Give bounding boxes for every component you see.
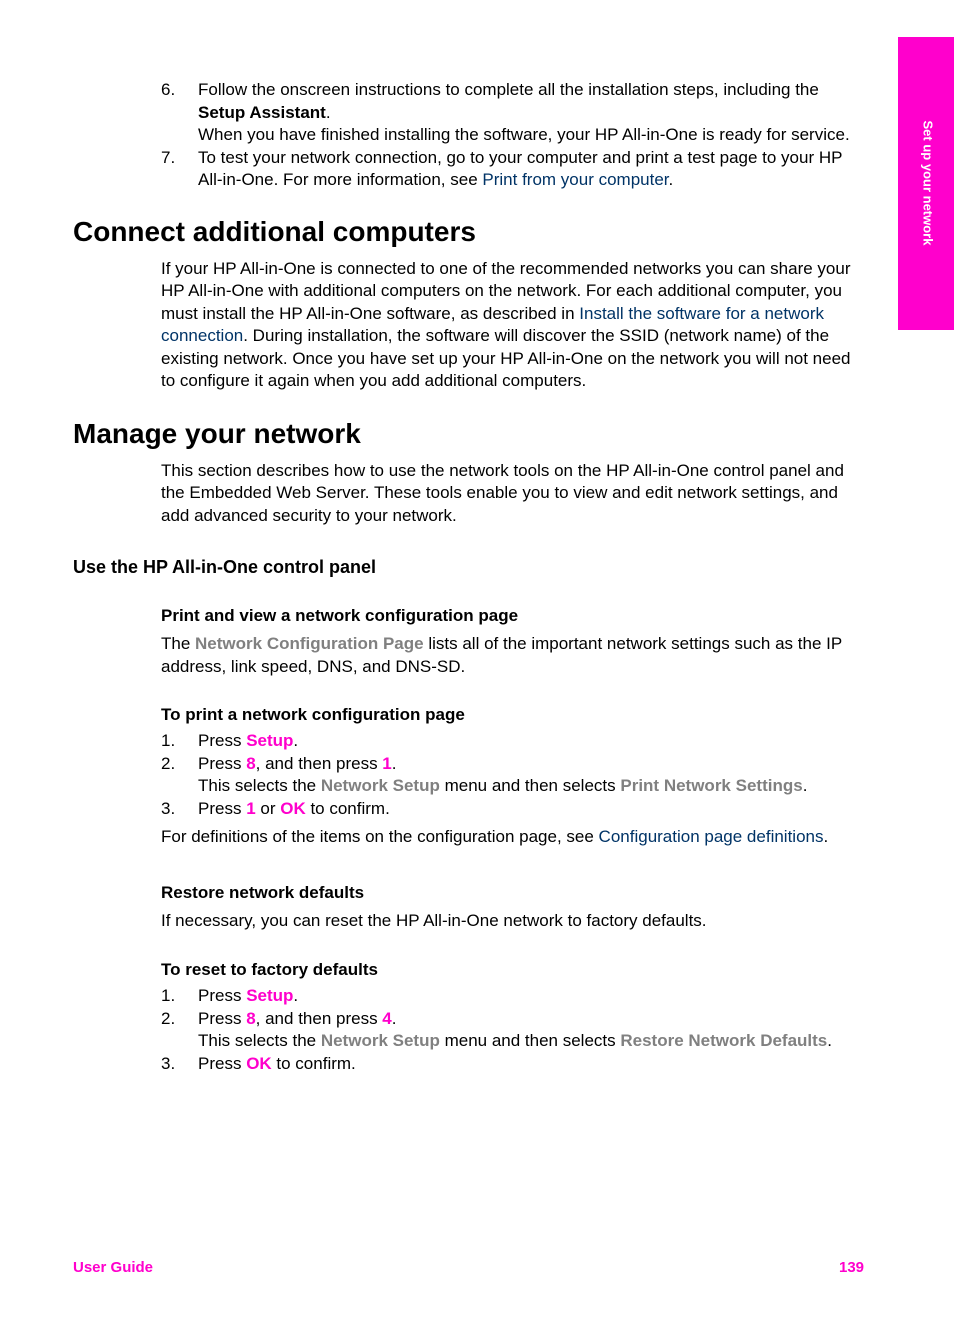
restore-heading: Restore network defaults — [161, 882, 365, 902]
key-label: OK — [280, 798, 306, 818]
definitions-paragraph: For definitions of the items on the configuration page, see Configuration page definitions. — [161, 827, 829, 846]
key-label: 8 — [246, 753, 256, 773]
connect-paragraph: If your HP All-in-One is connected to one of the recommended networks you can share your HP All-in-One with additional computers on the network. For each additional computer, you must install the HP All-in-One software, as described in Install the software for a network connection. During installation, the software will discover the SSID (network name) of the existing network. Once you have set up your HP All-in-One on the network you will not need to configure it again when you add additional computers. — [161, 258, 851, 390]
reset-procedure-heading: To reset to factory defaults — [161, 960, 378, 979]
print-procedure-heading: To print a network configuration page — [161, 705, 465, 724]
key-label: 4 — [382, 1008, 392, 1028]
list-item: 2. Press 8, and then press 4. This selects the Network Setup menu and then selects Restore Network Defaults. — [161, 1008, 832, 1050]
manage-heading: Manage your network — [73, 417, 361, 449]
ui-term: Network Setup — [320, 776, 440, 795]
key-label: Setup — [246, 731, 294, 750]
section-tab-label: Set up your network — [920, 120, 936, 246]
install-steps-list — [161, 79, 861, 192]
reset-steps-list — [161, 985, 861, 1075]
print-config-heading: Print and view a network configuration page — [161, 606, 519, 625]
key-label: 1 — [246, 798, 256, 818]
list-item: 1. Press Setup. — [161, 731, 299, 750]
key-label: 8 — [246, 1008, 256, 1028]
list-item: 3. Press OK to confirm. — [161, 1053, 356, 1073]
key-label: Setup — [246, 986, 294, 1005]
ui-term: Network Setup — [320, 1031, 440, 1050]
print-config-paragraph: The Network Configuration Page lists all of the important network settings such as the IP address, link speed, DNS, and DNS-SD. — [161, 634, 842, 676]
list-item: 6. Follow the onscreen instructions to complete all the installation steps, including the Setup Assistant. When you have finished installing the software, your HP All-in-One is ready for service. — [161, 80, 850, 144]
page-content — [73, 79, 873, 1075]
footer-guide-title: User Guide — [73, 1259, 154, 1276]
list-item: 3. Press 1 or OK to confirm. — [161, 798, 390, 818]
control-panel-heading: Use the HP All-in-One control panel — [73, 557, 377, 577]
key-label: OK — [246, 1053, 272, 1073]
ui-term: Restore Network Defaults — [620, 1031, 828, 1050]
restore-paragraph: If necessary, you can reset the HP All-in-One network to factory defaults. — [161, 910, 707, 930]
print-from-computer-link[interactable]: Print from your computer — [482, 170, 669, 189]
connect-heading: Connect additional computers — [73, 215, 476, 247]
print-steps-list — [161, 730, 861, 820]
list-item: 7. To test your network connection, go to your computer and print a test page to your HP All-in-One. For more information, see Print from your computer. — [161, 147, 843, 189]
setup-assistant-term: Setup Assistant — [198, 102, 326, 122]
page-number: 139 — [839, 1259, 865, 1276]
config-definitions-link[interactable]: Configuration page definitions — [598, 827, 824, 846]
list-item: 1. Press Setup. — [161, 986, 299, 1005]
manage-paragraph: This section describes how to use the network tools on the HP All-in-One control panel and the Embedded Web Server. These tools enable you to view and edit network settings, and add advanced security to your network. — [161, 460, 844, 525]
ui-term: Network Configuration Page — [195, 634, 424, 653]
key-label: 1 — [382, 753, 392, 773]
list-item: 2. Press 8, and then press 1. This selects the Network Setup menu and then selects Print Network Settings. — [161, 753, 808, 795]
install-network-link[interactable]: Install the software for a network connection — [161, 303, 824, 345]
ui-term: Print Network Settings — [620, 776, 803, 795]
